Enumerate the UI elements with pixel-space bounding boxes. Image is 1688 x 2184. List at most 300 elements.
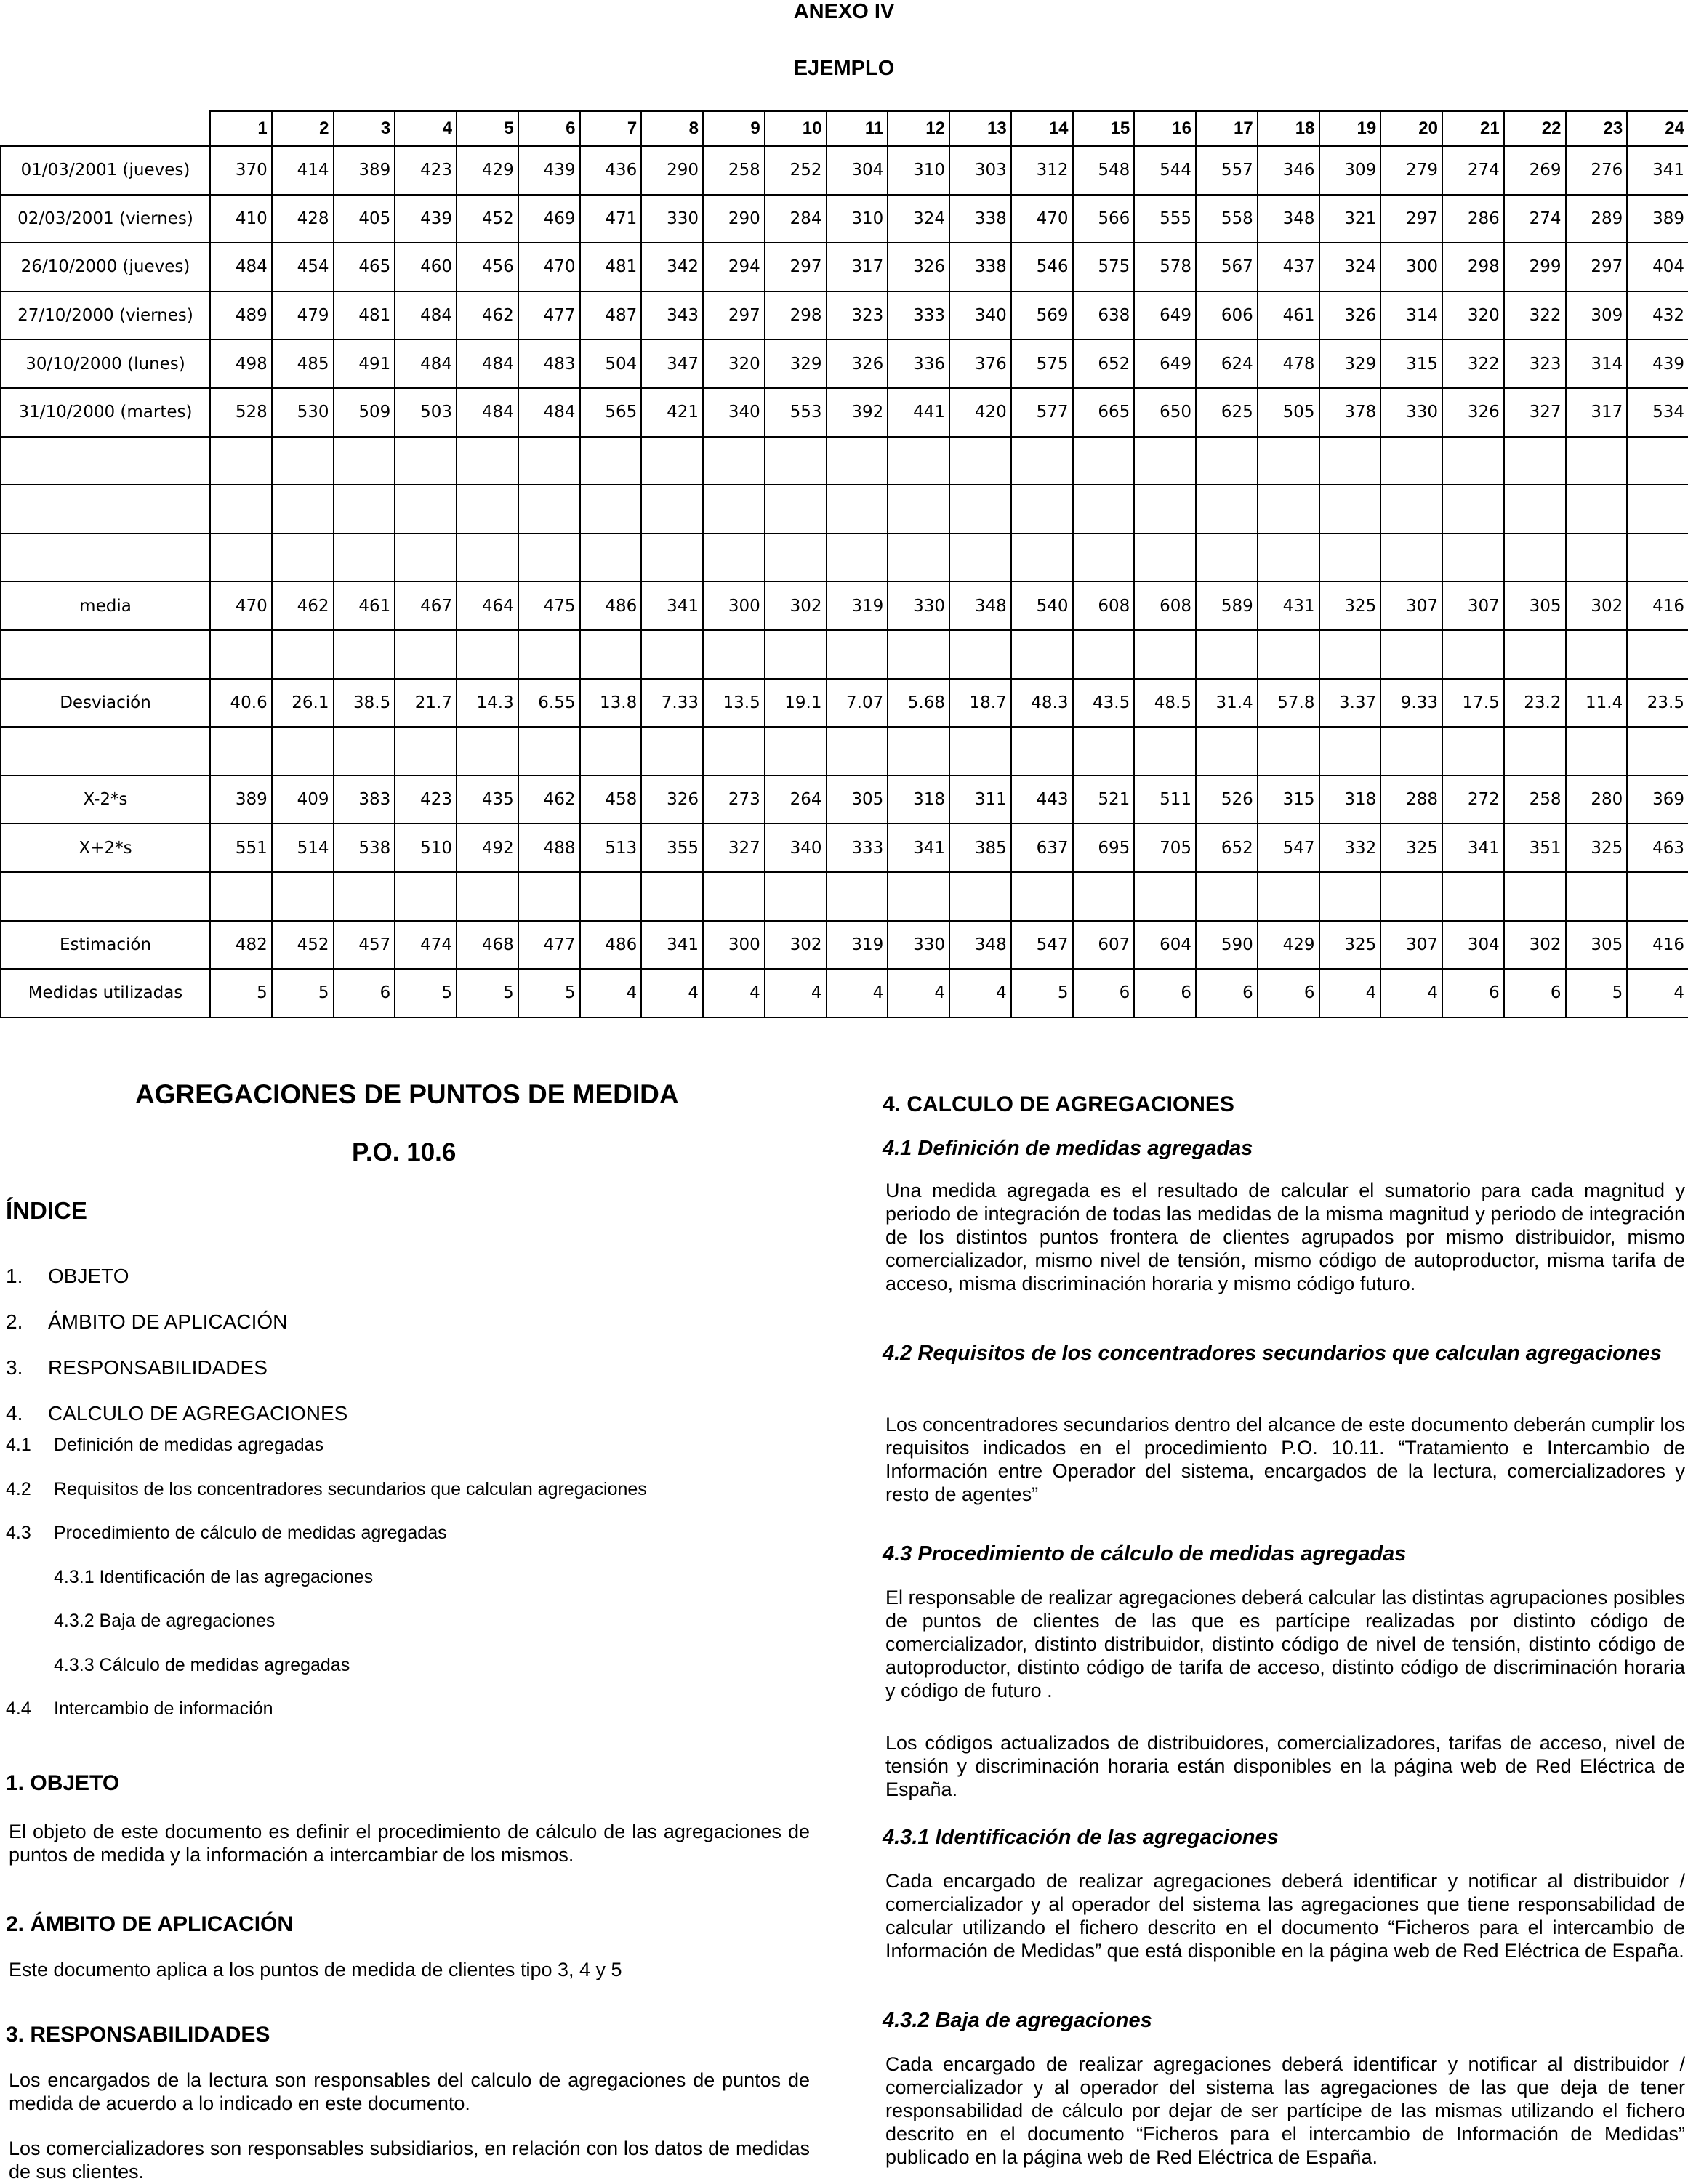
value-cell: 650 bbox=[1134, 388, 1196, 437]
toc-item-label: ÁMBITO DE APLICACIÓN bbox=[48, 1310, 288, 1333]
value-cell bbox=[1196, 630, 1258, 679]
value-cell: 469 bbox=[518, 195, 580, 243]
value-cell: 319 bbox=[827, 581, 888, 630]
value-cell: 326 bbox=[827, 339, 888, 388]
toc-subitem bbox=[6, 1697, 273, 1720]
section-4-3-text-2: Los códigos actualizados de distribuidores, comercializadores, tarifas de acceso, nivel de tensión y discriminación horaria están disponibles en la página web de Red Eléctrica de España. bbox=[885, 1732, 1685, 1800]
value-cell: 300 bbox=[1380, 243, 1442, 291]
row-label-cell bbox=[1, 533, 210, 582]
value-cell: 705 bbox=[1134, 823, 1196, 872]
value-cell: 6 bbox=[1258, 969, 1319, 1018]
value-cell: 326 bbox=[641, 775, 703, 824]
value-cell: 5 bbox=[1566, 969, 1628, 1018]
value-cell: 575 bbox=[1011, 339, 1073, 388]
value-cell bbox=[888, 630, 949, 679]
value-cell: 320 bbox=[703, 339, 765, 388]
value-cell: 589 bbox=[1196, 581, 1258, 630]
value-cell: 302 bbox=[1504, 921, 1566, 970]
value-cell bbox=[1073, 630, 1135, 679]
value-cell bbox=[765, 437, 827, 485]
value-cell: 456 bbox=[457, 243, 518, 291]
value-cell bbox=[518, 630, 580, 679]
value-cell: 6 bbox=[334, 969, 395, 1018]
value-cell: 491 bbox=[334, 339, 395, 388]
value-cell: 330 bbox=[641, 195, 703, 243]
value-cell: 416 bbox=[1627, 581, 1688, 630]
value-cell: 385 bbox=[949, 823, 1011, 872]
value-cell: 452 bbox=[457, 195, 518, 243]
value-cell: 420 bbox=[949, 388, 1011, 437]
value-cell bbox=[1504, 630, 1566, 679]
value-cell: 348 bbox=[949, 581, 1011, 630]
value-cell: 338 bbox=[949, 195, 1011, 243]
row-label-cell bbox=[1, 485, 210, 533]
value-cell: 326 bbox=[1319, 291, 1381, 340]
doc-title: AGREGACIONES DE PUNTOS DE MEDIDA bbox=[135, 1079, 679, 1109]
value-cell bbox=[949, 727, 1011, 775]
value-cell: 13.5 bbox=[703, 679, 765, 728]
value-cell bbox=[1196, 485, 1258, 533]
value-cell: 470 bbox=[1011, 195, 1073, 243]
value-cell bbox=[1073, 533, 1135, 582]
table-row bbox=[1, 485, 1688, 533]
value-cell: 483 bbox=[518, 339, 580, 388]
value-cell: 264 bbox=[765, 775, 827, 824]
value-cell bbox=[703, 727, 765, 775]
value-cell: 478 bbox=[1258, 339, 1319, 388]
value-cell bbox=[949, 630, 1011, 679]
value-cell: 404 bbox=[1627, 243, 1688, 291]
value-cell: 305 bbox=[1566, 921, 1628, 970]
annex-title: ANEXO IV bbox=[793, 0, 895, 23]
value-cell: 429 bbox=[1258, 921, 1319, 970]
value-cell: 57.8 bbox=[1258, 679, 1319, 728]
value-cell: 546 bbox=[1011, 243, 1073, 291]
hour-header-cell: 5 bbox=[457, 111, 518, 146]
value-cell: 488 bbox=[518, 823, 580, 872]
value-cell: 4 bbox=[641, 969, 703, 1018]
value-cell bbox=[1566, 727, 1628, 775]
value-cell: 320 bbox=[1442, 291, 1504, 340]
value-cell: 23.2 bbox=[1504, 679, 1566, 728]
value-cell bbox=[395, 533, 457, 582]
toc-subitem bbox=[54, 1566, 373, 1589]
value-cell: 454 bbox=[272, 243, 334, 291]
value-cell: 19.1 bbox=[765, 679, 827, 728]
value-cell: 7.33 bbox=[641, 679, 703, 728]
value-cell: 348 bbox=[949, 921, 1011, 970]
value-cell: 3.37 bbox=[1319, 679, 1381, 728]
value-cell: 302 bbox=[765, 581, 827, 630]
value-cell: 665 bbox=[1073, 388, 1135, 437]
value-cell: 578 bbox=[1134, 243, 1196, 291]
value-cell: 486 bbox=[580, 921, 642, 970]
value-cell: 4 bbox=[1380, 969, 1442, 1018]
annex-data-table bbox=[0, 110, 1688, 1018]
value-cell bbox=[641, 485, 703, 533]
value-cell bbox=[1134, 437, 1196, 485]
hour-header-cell: 15 bbox=[1073, 111, 1135, 146]
value-cell: 289 bbox=[1566, 195, 1628, 243]
value-cell: 652 bbox=[1196, 823, 1258, 872]
value-cell: 410 bbox=[210, 195, 272, 243]
value-cell: 326 bbox=[888, 243, 949, 291]
value-cell: 5 bbox=[395, 969, 457, 1018]
value-cell bbox=[1504, 872, 1566, 921]
value-cell bbox=[888, 727, 949, 775]
value-cell: 577 bbox=[1011, 388, 1073, 437]
value-cell bbox=[1566, 630, 1628, 679]
value-cell bbox=[457, 437, 518, 485]
value-cell bbox=[1319, 437, 1381, 485]
hour-header-cell: 6 bbox=[518, 111, 580, 146]
toc-item bbox=[6, 1356, 268, 1379]
value-cell bbox=[1011, 437, 1073, 485]
value-cell bbox=[395, 485, 457, 533]
value-cell bbox=[641, 437, 703, 485]
value-cell bbox=[1258, 727, 1319, 775]
value-cell: 540 bbox=[1011, 581, 1073, 630]
value-cell bbox=[210, 437, 272, 485]
value-cell: 492 bbox=[457, 823, 518, 872]
value-cell bbox=[1504, 533, 1566, 582]
toc-item-number: 2. bbox=[6, 1310, 23, 1333]
value-cell bbox=[1380, 533, 1442, 582]
value-cell: 421 bbox=[641, 388, 703, 437]
value-cell bbox=[1196, 727, 1258, 775]
value-cell: 300 bbox=[703, 581, 765, 630]
value-cell: 318 bbox=[888, 775, 949, 824]
hour-header-cell: 4 bbox=[395, 111, 457, 146]
value-cell: 504 bbox=[580, 339, 642, 388]
value-cell bbox=[1627, 437, 1688, 485]
value-cell bbox=[457, 485, 518, 533]
value-cell: 505 bbox=[1258, 388, 1319, 437]
value-cell bbox=[580, 485, 642, 533]
value-cell bbox=[1504, 727, 1566, 775]
section-4-2-title bbox=[883, 1342, 1685, 1365]
hour-header-cell: 3 bbox=[334, 111, 395, 146]
value-cell: 4 bbox=[765, 969, 827, 1018]
table-row bbox=[1, 775, 1688, 824]
value-cell bbox=[1442, 872, 1504, 921]
value-cell: 309 bbox=[1566, 291, 1628, 340]
value-cell bbox=[827, 727, 888, 775]
value-cell bbox=[395, 727, 457, 775]
value-cell bbox=[1566, 485, 1628, 533]
value-cell bbox=[765, 727, 827, 775]
value-cell: 294 bbox=[703, 243, 765, 291]
value-cell: 437 bbox=[1258, 243, 1319, 291]
toc-subitem bbox=[54, 1653, 350, 1677]
row-label-cell: Estimación bbox=[1, 921, 210, 970]
toc-item-label: CALCULO DE AGREGACIONES bbox=[48, 1402, 348, 1425]
value-cell: 290 bbox=[641, 146, 703, 195]
section-4-1-text: Una medida agregada es el resultado de calcular el sumatorio para cada magnitud y periodo de integración de todas las medidas de la misma magnitud y periodo de integración de los distintos puntos frontera de clientes agrupados por mismo distribuidor, mismo comercializador, mismo nivel de tensión, mismo código de autoproductor, misma tarifa de acceso, misma discriminación horaria y mismo código futuro. bbox=[885, 1180, 1685, 1294]
value-cell: 429 bbox=[457, 146, 518, 195]
value-cell: 6 bbox=[1073, 969, 1135, 1018]
value-cell bbox=[395, 437, 457, 485]
value-cell: 307 bbox=[1380, 921, 1442, 970]
value-cell: 14.3 bbox=[457, 679, 518, 728]
value-cell bbox=[580, 872, 642, 921]
value-cell: 5 bbox=[457, 969, 518, 1018]
value-cell bbox=[395, 630, 457, 679]
value-cell: 342 bbox=[641, 243, 703, 291]
value-cell: 461 bbox=[1258, 291, 1319, 340]
value-cell: 567 bbox=[1196, 243, 1258, 291]
value-cell: 652 bbox=[1073, 339, 1135, 388]
value-cell: 389 bbox=[210, 775, 272, 824]
section-4-3-title: 4.3 Procedimiento de cálculo de medidas agregadas bbox=[883, 1542, 1407, 1566]
value-cell: 436 bbox=[580, 146, 642, 195]
value-cell: 48.3 bbox=[1011, 679, 1073, 728]
value-cell: 534 bbox=[1627, 388, 1688, 437]
value-cell: 607 bbox=[1073, 921, 1135, 970]
value-cell bbox=[1442, 485, 1504, 533]
toc-item-label: OBJETO bbox=[48, 1265, 129, 1287]
value-cell: 269 bbox=[1504, 146, 1566, 195]
value-cell: 302 bbox=[1566, 581, 1628, 630]
value-cell: 470 bbox=[518, 243, 580, 291]
value-cell bbox=[641, 727, 703, 775]
section-4-title: 4. CALCULO DE AGREGACIONES bbox=[883, 1092, 1234, 1116]
value-cell bbox=[765, 872, 827, 921]
value-cell: 428 bbox=[272, 195, 334, 243]
value-cell: 4 bbox=[1627, 969, 1688, 1018]
value-cell bbox=[1134, 533, 1196, 582]
toc-subitem bbox=[6, 1521, 447, 1544]
value-cell bbox=[827, 872, 888, 921]
toc-item-number: 1. bbox=[6, 1265, 23, 1287]
section-4-2-title-text: 4.2 Requisitos de los concentradores secundarios que calculan agregaciones bbox=[883, 1342, 1662, 1365]
value-cell: 4 bbox=[1319, 969, 1381, 1018]
value-cell: 276 bbox=[1566, 146, 1628, 195]
value-cell: 551 bbox=[210, 823, 272, 872]
value-cell: 31.4 bbox=[1196, 679, 1258, 728]
value-cell: 5 bbox=[272, 969, 334, 1018]
table-row bbox=[1, 872, 1688, 921]
value-cell: 443 bbox=[1011, 775, 1073, 824]
value-cell: 608 bbox=[1134, 581, 1196, 630]
toc-subitem-number: 4.2 bbox=[6, 1478, 31, 1499]
hour-header-cell: 21 bbox=[1442, 111, 1504, 146]
value-cell: 325 bbox=[1380, 823, 1442, 872]
value-cell: 298 bbox=[1442, 243, 1504, 291]
value-cell: 258 bbox=[703, 146, 765, 195]
value-cell: 6 bbox=[1504, 969, 1566, 1018]
value-cell: 462 bbox=[272, 581, 334, 630]
value-cell bbox=[395, 872, 457, 921]
value-cell: 322 bbox=[1504, 291, 1566, 340]
value-cell: 555 bbox=[1134, 195, 1196, 243]
toc-item bbox=[6, 1402, 347, 1425]
value-cell: 325 bbox=[1566, 823, 1628, 872]
toc-subitem-label: 4.3.1 Identificación de las agregaciones bbox=[54, 1566, 374, 1587]
value-cell bbox=[827, 630, 888, 679]
value-cell: 528 bbox=[210, 388, 272, 437]
value-cell: 346 bbox=[1258, 146, 1319, 195]
value-cell: 252 bbox=[765, 146, 827, 195]
value-cell: 484 bbox=[457, 388, 518, 437]
value-cell bbox=[1319, 872, 1381, 921]
value-cell: 484 bbox=[210, 243, 272, 291]
value-cell: 319 bbox=[827, 921, 888, 970]
table-row bbox=[1, 581, 1688, 630]
value-cell bbox=[334, 630, 395, 679]
value-cell: 530 bbox=[272, 388, 334, 437]
value-cell bbox=[641, 872, 703, 921]
value-cell: 40.6 bbox=[210, 679, 272, 728]
value-cell: 460 bbox=[395, 243, 457, 291]
toc-item bbox=[6, 1310, 287, 1334]
value-cell: 340 bbox=[703, 388, 765, 437]
value-cell: 298 bbox=[765, 291, 827, 340]
row-label-cell: 27/10/2000 (viernes) bbox=[1, 291, 210, 340]
value-cell: 565 bbox=[580, 388, 642, 437]
value-cell: 547 bbox=[1258, 823, 1319, 872]
value-cell: 6.55 bbox=[518, 679, 580, 728]
value-cell: 423 bbox=[395, 775, 457, 824]
value-cell bbox=[1380, 437, 1442, 485]
value-cell bbox=[1011, 485, 1073, 533]
value-cell: 479 bbox=[272, 291, 334, 340]
value-cell bbox=[334, 485, 395, 533]
value-cell: 300 bbox=[703, 921, 765, 970]
value-cell: 304 bbox=[827, 146, 888, 195]
hour-header-cell: 1 bbox=[210, 111, 272, 146]
value-cell bbox=[641, 630, 703, 679]
value-cell: 475 bbox=[518, 581, 580, 630]
value-cell: 329 bbox=[1319, 339, 1381, 388]
value-cell: 307 bbox=[1442, 581, 1504, 630]
value-cell bbox=[1627, 485, 1688, 533]
value-cell: 347 bbox=[641, 339, 703, 388]
value-cell: 547 bbox=[1011, 921, 1073, 970]
value-cell: 325 bbox=[1319, 581, 1381, 630]
value-cell: 297 bbox=[1566, 243, 1628, 291]
value-cell bbox=[1442, 437, 1504, 485]
hour-header-cell: 17 bbox=[1196, 111, 1258, 146]
value-cell: 465 bbox=[334, 243, 395, 291]
value-cell bbox=[272, 872, 334, 921]
value-cell: 441 bbox=[888, 388, 949, 437]
value-cell: 510 bbox=[395, 823, 457, 872]
hour-header-cell: 11 bbox=[827, 111, 888, 146]
value-cell: 389 bbox=[334, 146, 395, 195]
value-cell bbox=[827, 485, 888, 533]
value-cell: 463 bbox=[1627, 823, 1688, 872]
hour-header-cell: 19 bbox=[1319, 111, 1381, 146]
section-4-3-1-text: Cada encargado de realizar agregaciones deberá identificar y notificar al distribuidor / comercializador y al operador del sistema las agregaciones que tiene responsabilidad de calcular utilizando el fichero descrito en el documento “Ficheros para el intercambio de Información de Medidas” que está disponible en la página web de Red Eléctrica de España. bbox=[885, 1870, 1685, 1962]
value-cell bbox=[518, 485, 580, 533]
value-cell: 544 bbox=[1134, 146, 1196, 195]
value-cell bbox=[1319, 485, 1381, 533]
row-label-cell: media bbox=[1, 581, 210, 630]
section-2-title: 2. ÁMBITO DE APLICACIÓN bbox=[6, 1912, 294, 1936]
value-cell bbox=[272, 437, 334, 485]
value-cell: 318 bbox=[1319, 775, 1381, 824]
value-cell: 297 bbox=[765, 243, 827, 291]
toc-subitem-label: 4.3.2 Baja de agregaciones bbox=[54, 1611, 276, 1631]
hour-header-cell: 14 bbox=[1011, 111, 1073, 146]
value-cell: 457 bbox=[334, 921, 395, 970]
value-cell bbox=[272, 533, 334, 582]
value-cell: 280 bbox=[1566, 775, 1628, 824]
value-cell bbox=[457, 727, 518, 775]
toc-item-label: RESPONSABILIDADES bbox=[48, 1356, 268, 1379]
value-cell: 348 bbox=[1258, 195, 1319, 243]
value-cell: 392 bbox=[827, 388, 888, 437]
value-cell bbox=[210, 533, 272, 582]
value-cell: 321 bbox=[1319, 195, 1381, 243]
value-cell bbox=[1073, 485, 1135, 533]
value-cell: 557 bbox=[1196, 146, 1258, 195]
value-cell: 305 bbox=[1504, 581, 1566, 630]
value-cell bbox=[888, 437, 949, 485]
value-cell bbox=[457, 533, 518, 582]
row-label-cell: 01/03/2001 (jueves) bbox=[1, 146, 210, 195]
value-cell: 526 bbox=[1196, 775, 1258, 824]
value-cell bbox=[1504, 437, 1566, 485]
value-cell bbox=[1011, 533, 1073, 582]
value-cell: 343 bbox=[641, 291, 703, 340]
value-cell bbox=[949, 533, 1011, 582]
value-cell bbox=[1380, 630, 1442, 679]
value-cell bbox=[1011, 872, 1073, 921]
value-cell bbox=[949, 437, 1011, 485]
value-cell bbox=[1627, 533, 1688, 582]
value-cell: 17.5 bbox=[1442, 679, 1504, 728]
section-4-3-1-title: 4.3.1 Identificación de las agregaciones bbox=[883, 1826, 1279, 1849]
doc-code: P.O. 10.6 bbox=[352, 1138, 457, 1166]
value-cell bbox=[334, 727, 395, 775]
value-cell: 409 bbox=[272, 775, 334, 824]
table-header-row bbox=[1, 111, 1688, 146]
value-cell: 590 bbox=[1196, 921, 1258, 970]
section-4-2-text: Los concentradores secundarios dentro del alcance de este documento deberán cumplir los requisitos indicados en el procedimiento P.O. 10.11. “Tratamiento e Intercambio de Información entre Operador del sistema, encargados de la lectura, comercializadores y resto de agentes” bbox=[885, 1414, 1685, 1505]
value-cell: 341 bbox=[641, 581, 703, 630]
value-cell: 336 bbox=[888, 339, 949, 388]
value-cell: 4 bbox=[888, 969, 949, 1018]
value-cell bbox=[1134, 727, 1196, 775]
value-cell: 302 bbox=[765, 921, 827, 970]
value-cell: 481 bbox=[334, 291, 395, 340]
value-cell: 272 bbox=[1442, 775, 1504, 824]
value-cell: 326 bbox=[1442, 388, 1504, 437]
value-cell bbox=[641, 533, 703, 582]
value-cell: 383 bbox=[334, 775, 395, 824]
value-cell bbox=[888, 485, 949, 533]
value-cell: 5.68 bbox=[888, 679, 949, 728]
value-cell: 638 bbox=[1073, 291, 1135, 340]
value-cell: 304 bbox=[1442, 921, 1504, 970]
value-cell bbox=[1566, 437, 1628, 485]
value-cell: 323 bbox=[827, 291, 888, 340]
value-cell bbox=[1258, 630, 1319, 679]
table-row bbox=[1, 388, 1688, 437]
value-cell: 569 bbox=[1011, 291, 1073, 340]
value-cell bbox=[210, 727, 272, 775]
value-cell: 309 bbox=[1319, 146, 1381, 195]
toc-item-number: 4. bbox=[6, 1402, 23, 1425]
value-cell bbox=[1258, 437, 1319, 485]
table-row bbox=[1, 533, 1688, 582]
value-cell: 624 bbox=[1196, 339, 1258, 388]
row-label-cell bbox=[1, 437, 210, 485]
section-3-text-2: Los comercializadores son responsables subsidiarios, en relación con los datos de medidas de sus clientes. bbox=[9, 2137, 810, 2183]
value-cell bbox=[580, 727, 642, 775]
